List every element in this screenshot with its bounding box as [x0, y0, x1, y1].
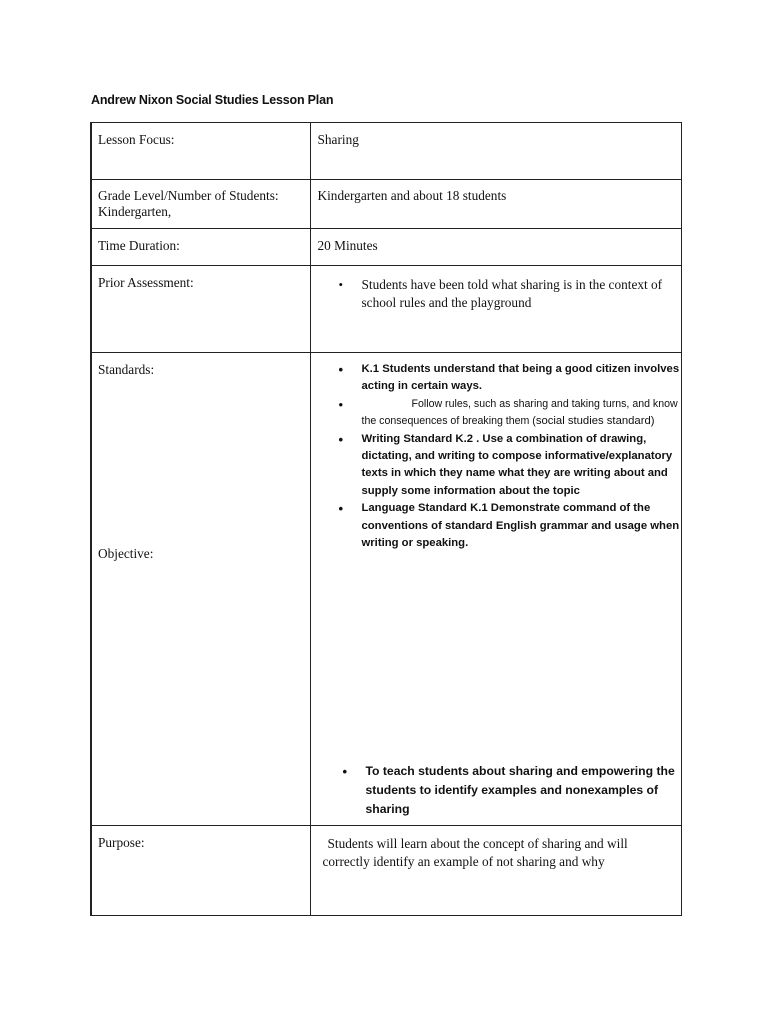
value-cell — [310, 826, 681, 916]
objective-bullet: • To teach students about sharing and empowering the students to identify examples and nonexamples of sharing — [315, 762, 681, 819]
standards-bullet-large-text: social studies standard) — [535, 415, 655, 428]
value-cell — [310, 229, 681, 266]
row-grade-level — [91, 180, 681, 229]
row-prior-assessment — [91, 266, 681, 353]
row-purpose — [91, 826, 681, 916]
lesson-focus-value: Sharing — [317, 132, 359, 147]
grade-level-label-line1: Grade Level/Number of Students: — [98, 188, 279, 203]
grade-level-label — [92, 180, 310, 220]
prior-assessment-label: Prior Assessment: — [98, 275, 194, 290]
label-cell — [91, 180, 310, 229]
purpose-value: Students will learn about the concept of sharing and will correctly identify an example of not sharing and why — [322, 836, 628, 869]
row-time-duration — [91, 229, 681, 266]
standards-bullet: • Language Standard K.1 Demonstrate command of the conventions of standard English grammar and usage when writing or speaking. — [311, 500, 681, 552]
value-cell — [310, 123, 681, 180]
time-duration-value: 20 Minutes — [317, 238, 378, 253]
label-cell — [91, 826, 310, 916]
grade-level-value: Kindergarten and about 18 students — [317, 188, 507, 203]
label-cell — [91, 123, 310, 180]
standards-bullet: • Writing Standard K.2 . Use a combination of drawing, dictating, and writing to compose informative/explanatory texts in which they name what they are writing about and supply some information about the topic — [311, 431, 681, 501]
label-cell — [91, 353, 310, 826]
time-duration-label: Time Duration: — [98, 238, 180, 253]
standards-bullet-small-text: Follow rules, such as sharing and taking turns, and know the consequences of breaking them ( — [361, 397, 678, 428]
label-cell — [91, 266, 310, 353]
lesson-plan-table — [90, 122, 682, 916]
label-cell — [91, 229, 310, 266]
prior-assessment-bullet: • Students have been told what sharing is in the context of school rules and the playground — [311, 276, 681, 312]
objective-label: Objective: — [98, 546, 154, 561]
standards-bullet: • K.1 Students understand that being a good citizen involves acting in certain ways. — [311, 361, 681, 396]
row-standards-objective — [91, 353, 681, 826]
objective-list — [315, 762, 681, 819]
value-cell — [310, 353, 681, 826]
value-cell — [310, 266, 681, 353]
grade-level-label-line2: Kindergarten, — [98, 204, 172, 219]
row-lesson-focus — [91, 123, 681, 180]
purpose-label: Purpose: — [98, 835, 145, 850]
standards-bullet — [311, 396, 681, 431]
standards-label: Standards: — [98, 362, 155, 377]
document-title: Andrew Nixon Social Studies Lesson Plan — [91, 93, 334, 107]
lesson-focus-label: Lesson Focus: — [98, 132, 175, 147]
standards-list — [311, 353, 681, 552]
prior-assessment-list — [311, 266, 681, 312]
value-cell — [310, 180, 681, 229]
